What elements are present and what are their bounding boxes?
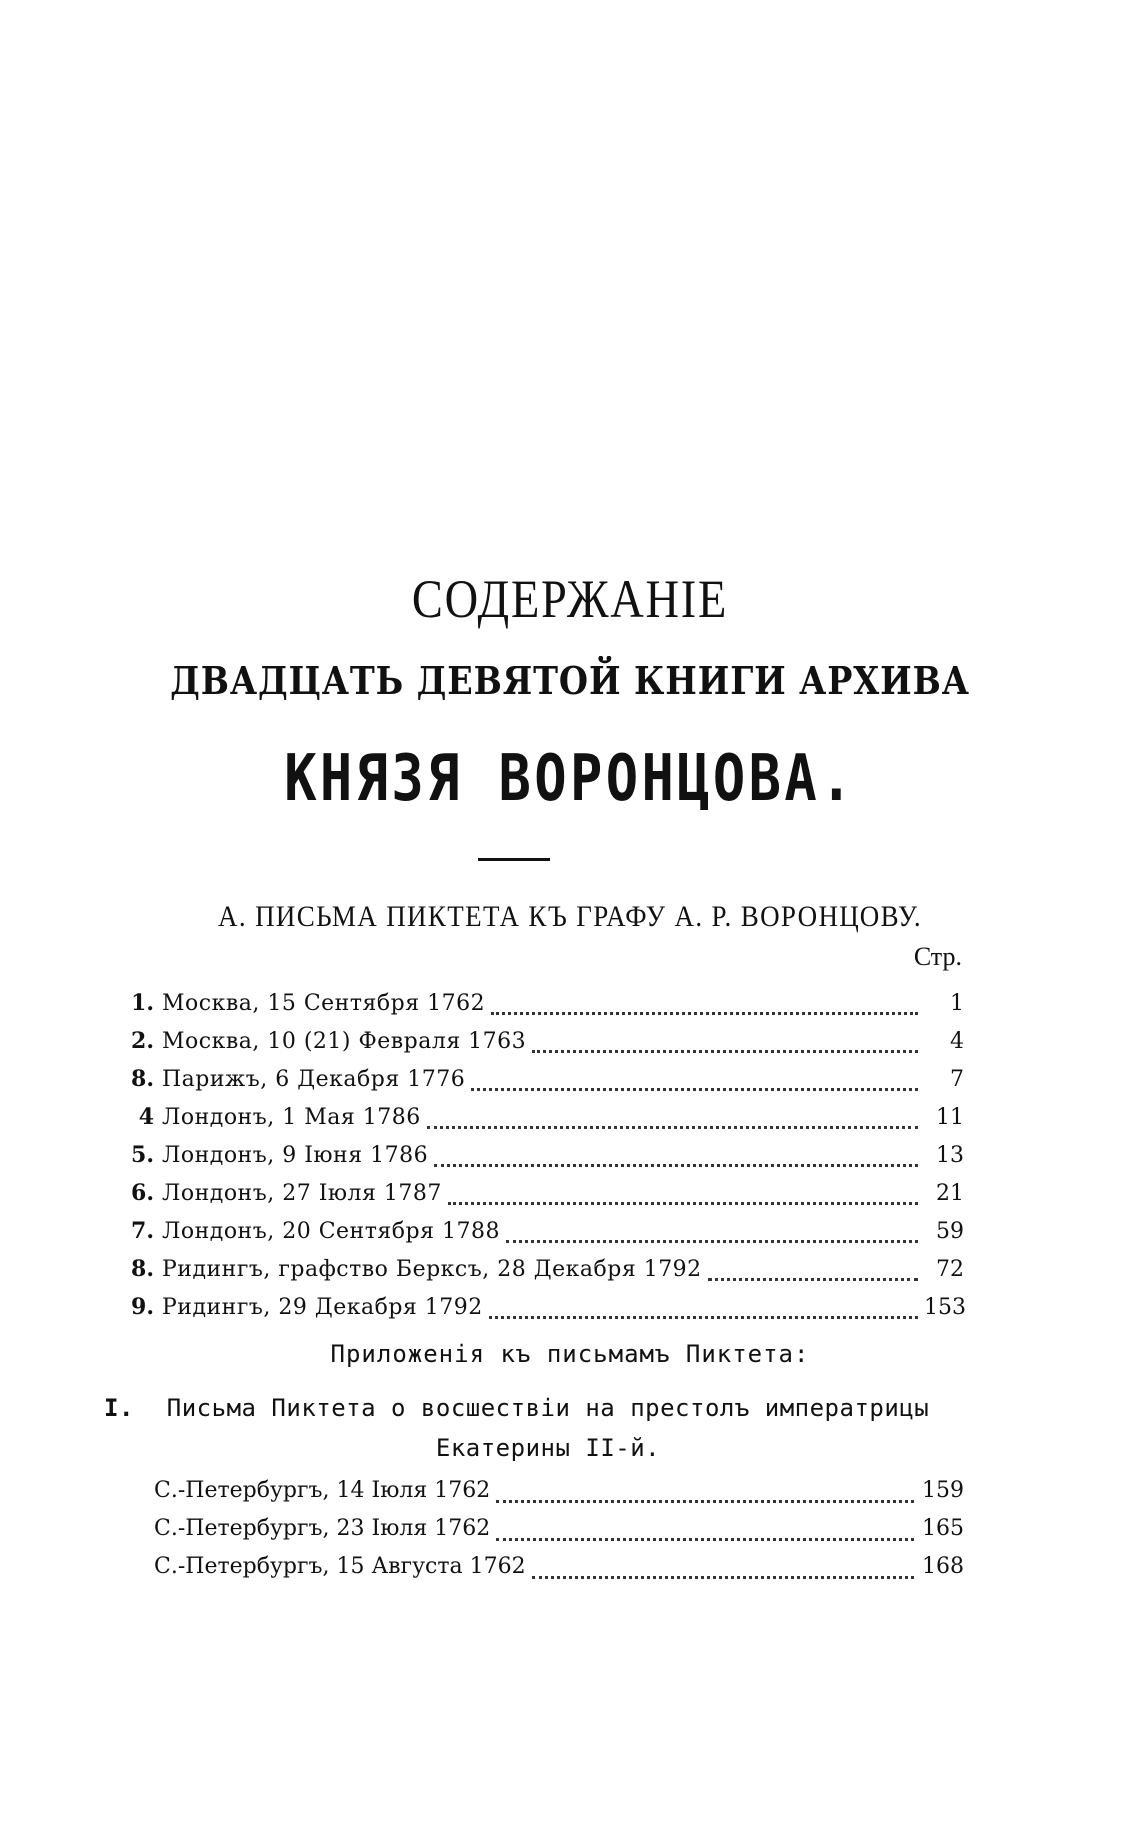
entry-page: 165 — [922, 1516, 964, 1541]
entry-text: Лондонъ, 20 Сентября 1788 — [162, 1219, 500, 1244]
appendix-number: I. — [104, 1394, 134, 1422]
appendix-title-line2: Екатерины II-й. — [435, 1434, 661, 1462]
entry-text: Лондонъ, 9 Іюня 1786 — [162, 1143, 429, 1168]
toc-entry — [118, 1138, 964, 1172]
leader-dots — [496, 1480, 914, 1503]
entry-text: Ридингъ, графство Берксъ, 28 Декабря 1792 — [162, 1257, 702, 1282]
entry-number: 9. — [131, 1294, 154, 1320]
leader-dots — [448, 1182, 918, 1205]
entry-number: 7. — [131, 1218, 154, 1244]
appendix-title-line1: Письма Пиктета о восшествіи на престолъ императрицы — [166, 1394, 930, 1422]
entry-page: 13 — [936, 1143, 964, 1168]
toc-entry — [118, 1100, 964, 1134]
leader-dots — [434, 1144, 918, 1167]
section-a-heading: А. ПИСЬМА ПИКТЕТА КЪ ГРАФУ А. Р. ВОРОНЦОВУ. — [218, 900, 922, 933]
leader-dots — [506, 1220, 918, 1243]
appendix-entry — [154, 1474, 964, 1508]
entry-text: С.-Петербургъ, 15 Августа 1762 — [154, 1554, 526, 1579]
toc-entry — [118, 986, 964, 1020]
entry-page: 1 — [950, 991, 964, 1016]
entry-number: 4 — [138, 1104, 154, 1130]
leader-dots — [496, 1518, 914, 1541]
toc-entry — [118, 1252, 964, 1286]
entry-page: 11 — [936, 1105, 964, 1130]
entry-page: 4 — [950, 1029, 964, 1054]
appendix-entry — [154, 1550, 964, 1584]
entry-number: 6. — [131, 1180, 154, 1206]
entry-number: 1. — [131, 990, 154, 1016]
entry-text: Парижъ, 6 Декабря 1776 — [162, 1067, 466, 1092]
entry-number: 8. — [131, 1066, 154, 1092]
entry-page: 21 — [936, 1181, 964, 1206]
entry-text: Ридингъ, 29 Декабря 1792 — [162, 1295, 483, 1320]
entry-text: С.-Петербургъ, 14 Іюля 1762 — [154, 1478, 491, 1503]
appendix-entry — [154, 1512, 964, 1546]
entry-text: Лондонъ, 27 Іюля 1787 — [162, 1181, 442, 1206]
leader-dots — [489, 1296, 918, 1319]
archive-name: КНЯЗЯ ВОРОНЦОВА. — [284, 742, 856, 816]
entry-number: 2. — [131, 1028, 154, 1054]
entry-number: 8. — [131, 1256, 154, 1282]
toc-entry — [118, 1062, 964, 1096]
page-column-label: Стр. — [913, 942, 962, 971]
title-divider — [478, 858, 550, 861]
leader-dots — [708, 1258, 918, 1281]
entry-text: Москва, 10 (21) Февраля 1763 — [162, 1029, 527, 1054]
contents-subtitle: ДВАДЦАТЬ ДЕВЯТОЙ КНИГИ АРХИВА — [170, 658, 970, 703]
leader-dots — [427, 1106, 918, 1129]
appendix-item — [104, 1388, 964, 1468]
contents-title: СОДЕРЖАНІЕ — [411, 569, 729, 629]
toc-entry — [118, 1214, 964, 1248]
toc-entry — [118, 1176, 964, 1210]
leader-dots — [532, 1556, 914, 1579]
leader-dots — [532, 1030, 918, 1053]
entry-page: 153 — [924, 1295, 966, 1320]
entry-text: С.-Петербургъ, 23 Іюля 1762 — [154, 1516, 491, 1541]
leader-dots — [471, 1068, 918, 1091]
entry-page: 7 — [950, 1067, 964, 1092]
entry-page: 168 — [922, 1554, 964, 1579]
entry-page: 159 — [922, 1478, 964, 1503]
toc-entry — [118, 1024, 964, 1058]
toc-entry — [118, 1290, 964, 1324]
entry-text: Лондонъ, 1 Мая 1786 — [162, 1105, 421, 1130]
entry-text: Москва, 15 Сентября 1762 — [162, 991, 486, 1016]
leader-dots — [491, 992, 918, 1015]
entry-page: 72 — [936, 1257, 964, 1282]
appendices-heading: Приложенія къ письмамъ Пиктета: — [330, 1340, 810, 1368]
entry-number: 5. — [131, 1142, 154, 1168]
entry-page: 59 — [936, 1219, 964, 1244]
